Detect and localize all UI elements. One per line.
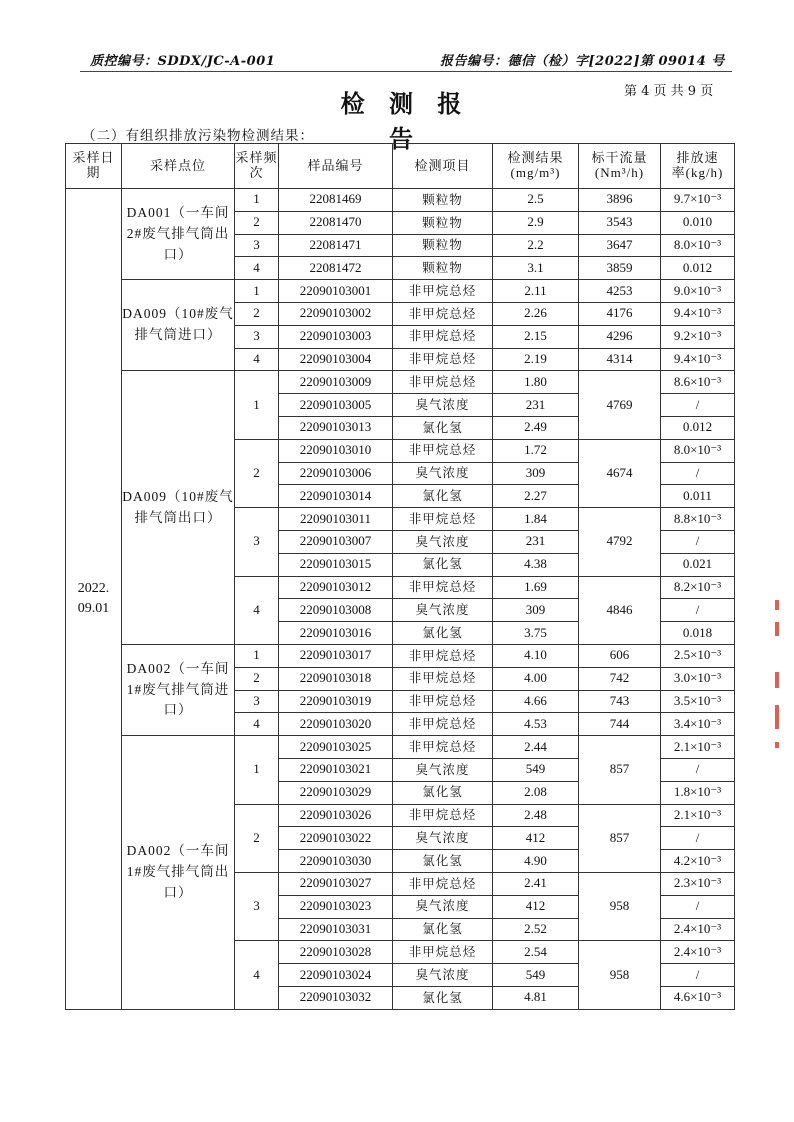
emission-rate: /: [661, 964, 735, 987]
result-value: 4.38: [493, 553, 579, 576]
table-header-row: [66, 144, 735, 189]
header-flow: [579, 144, 661, 189]
emission-rate: 9.4×10⁻³: [661, 302, 735, 325]
sample-id: 22090103019: [279, 690, 393, 713]
sample-id: 22081470: [279, 211, 393, 234]
sampling-frequency: 1: [235, 371, 279, 439]
sample-id: 22090103031: [279, 918, 393, 941]
test-item: 非甲烷总烃: [393, 872, 493, 895]
flow-value: 743: [579, 690, 661, 713]
emission-rate: 2.4×10⁻³: [661, 918, 735, 941]
emission-rate: 8.8×10⁻³: [661, 508, 735, 531]
sample-id: 22090103009: [279, 371, 393, 394]
sample-id: 22090103007: [279, 530, 393, 553]
sampling-location: DA001（一车间 2#废气排气筒出口）: [122, 189, 235, 280]
flow-value: 742: [579, 667, 661, 690]
sampling-frequency: 4: [235, 941, 279, 1009]
test-item: 氯化氢: [393, 986, 493, 1009]
emission-rate: 3.0×10⁻³: [661, 667, 735, 690]
table-row: [66, 644, 735, 667]
test-item: 非甲烷总烃: [393, 644, 493, 667]
test-item: 非甲烷总烃: [393, 713, 493, 736]
sample-id: 22090103026: [279, 804, 393, 827]
result-value: 2.52: [493, 918, 579, 941]
emission-rate: 2.3×10⁻³: [661, 872, 735, 895]
sampling-frequency: 4: [235, 257, 279, 280]
flow-value: 857: [579, 804, 661, 872]
test-item: 氯化氢: [393, 781, 493, 804]
sample-id: 22090103024: [279, 964, 393, 987]
table-row: [66, 371, 735, 394]
test-item: 非甲烷总烃: [393, 667, 493, 690]
emission-rate: 8.2×10⁻³: [661, 576, 735, 599]
result-value: 309: [493, 462, 579, 485]
test-item: 颗粒物: [393, 257, 493, 280]
result-value: 2.08: [493, 781, 579, 804]
result-value: 2.26: [493, 302, 579, 325]
header-flow-label: 标干流量: [591, 150, 648, 166]
sampling-frequency: 1: [235, 189, 279, 212]
emission-rate: 3.4×10⁻³: [661, 713, 735, 736]
flow-value: 4846: [579, 576, 661, 644]
flow-value: 958: [579, 941, 661, 1009]
flow-value: 4769: [579, 371, 661, 439]
emission-rate: 9.7×10⁻³: [661, 189, 735, 212]
sample-id: 22090103005: [279, 394, 393, 417]
test-item: 臭气浓度: [393, 758, 493, 781]
result-value: 4.53: [493, 713, 579, 736]
flow-value: 4296: [579, 325, 661, 348]
flow-value: 3859: [579, 257, 661, 280]
emission-rate: 3.5×10⁻³: [661, 690, 735, 713]
header-test-item: 检测项目: [393, 144, 493, 189]
emission-rate: 2.4×10⁻³: [661, 941, 735, 964]
result-value: 4.00: [493, 667, 579, 690]
sample-id: 22090103027: [279, 872, 393, 895]
sample-id: 22090103030: [279, 850, 393, 873]
flow-value: 3647: [579, 234, 661, 257]
header-divider: [80, 71, 732, 72]
sample-id: 22090103012: [279, 576, 393, 599]
header-frequency: 采样频次: [235, 144, 279, 189]
result-value: 231: [493, 394, 579, 417]
result-value: 2.11: [493, 280, 579, 303]
test-item: 氯化氢: [393, 485, 493, 508]
result-value: 2.27: [493, 485, 579, 508]
emission-rate: 0.010: [661, 211, 735, 234]
section-title: （二）有组织排放污染物检测结果：: [82, 128, 314, 144]
test-item: 颗粒物: [393, 234, 493, 257]
sample-id: 22090103015: [279, 553, 393, 576]
sample-id: 22090103029: [279, 781, 393, 804]
sample-id: 22090103014: [279, 485, 393, 508]
margin-seal-mark: [775, 600, 779, 610]
result-value: 4.81: [493, 986, 579, 1009]
header-flow-unit: (Nm³/h): [594, 165, 645, 180]
flow-value: 4314: [579, 348, 661, 371]
test-item: 氯化氢: [393, 416, 493, 439]
flow-value: 3543: [579, 211, 661, 234]
sample-id: 22090103013: [279, 416, 393, 439]
results-table: [65, 143, 735, 1010]
page-title: 检 测 报 告: [340, 90, 470, 153]
emission-rate: 4.2×10⁻³: [661, 850, 735, 873]
header-result-label: 检测结果: [507, 150, 564, 166]
test-item: 非甲烷总烃: [393, 804, 493, 827]
test-item: 非甲烷总烃: [393, 325, 493, 348]
sample-id: 22081472: [279, 257, 393, 280]
result-value: 1.72: [493, 439, 579, 462]
result-value: 2.19: [493, 348, 579, 371]
flow-value: 4176: [579, 302, 661, 325]
margin-seal-mark: [775, 705, 779, 729]
qc-number: 质控编号：SDDX/JC-A-001: [90, 54, 276, 69]
result-value: 1.80: [493, 371, 579, 394]
flow-value: 958: [579, 872, 661, 940]
table-row: [66, 189, 735, 212]
margin-seal-mark: [775, 672, 779, 688]
sample-id: 22090103016: [279, 622, 393, 645]
sampling-frequency: 1: [235, 736, 279, 804]
test-item: 臭气浓度: [393, 895, 493, 918]
sample-id: 22090103004: [279, 348, 393, 371]
test-item: 非甲烷总烃: [393, 576, 493, 599]
result-value: 4.66: [493, 690, 579, 713]
sample-id: 22081469: [279, 189, 393, 212]
sampling-frequency: 4: [235, 348, 279, 371]
sampling-frequency: 4: [235, 576, 279, 644]
test-item: 非甲烷总烃: [393, 280, 493, 303]
result-value: 309: [493, 599, 579, 622]
sampling-location: DA009（10#废气排气筒出口）: [122, 371, 235, 645]
result-value: 3.1: [493, 257, 579, 280]
report-number: 报告编号：德信（检）字[2022]第 09014 号: [440, 54, 725, 69]
result-value: 2.49: [493, 416, 579, 439]
test-item: 氯化氢: [393, 553, 493, 576]
sampling-date-cell: [66, 189, 122, 1010]
result-value: 231: [493, 530, 579, 553]
emission-rate: 0.018: [661, 622, 735, 645]
result-value: 549: [493, 758, 579, 781]
test-item: 非甲烷总烃: [393, 348, 493, 371]
emission-rate: /: [661, 530, 735, 553]
sample-id: 22090103018: [279, 667, 393, 690]
flow-value: 4253: [579, 280, 661, 303]
result-value: 4.10: [493, 644, 579, 667]
sampling-frequency: 1: [235, 644, 279, 667]
emission-rate: 2.1×10⁻³: [661, 736, 735, 759]
flow-value: 4674: [579, 439, 661, 507]
test-item: 氯化氢: [393, 850, 493, 873]
test-item: 非甲烷总烃: [393, 736, 493, 759]
test-item: 非甲烷总烃: [393, 941, 493, 964]
margin-seal-mark: [775, 742, 779, 748]
sample-id: 22090103025: [279, 736, 393, 759]
emission-rate: 2.5×10⁻³: [661, 644, 735, 667]
sampling-frequency: 2: [235, 439, 279, 507]
sampling-frequency: 2: [235, 302, 279, 325]
sampling-location: DA002（一车间 1#废气排气筒进口）: [122, 644, 235, 735]
emission-rate: 9.0×10⁻³: [661, 280, 735, 303]
flow-value: 606: [579, 644, 661, 667]
sample-id: 22090103011: [279, 508, 393, 531]
emission-rate: 2.1×10⁻³: [661, 804, 735, 827]
sample-id: 22090103001: [279, 280, 393, 303]
sample-id: 22090103023: [279, 895, 393, 918]
sample-id: 22090103022: [279, 827, 393, 850]
result-value: 412: [493, 827, 579, 850]
header-date: 采样日期: [66, 144, 122, 189]
emission-rate: 0.021: [661, 553, 735, 576]
result-value: 549: [493, 964, 579, 987]
header-result-unit: (mg/m³): [510, 165, 561, 180]
header-rate-label: 排放速: [676, 150, 719, 166]
result-value: 2.41: [493, 872, 579, 895]
test-item: 臭气浓度: [393, 530, 493, 553]
emission-rate: 9.4×10⁻³: [661, 348, 735, 371]
result-value: 2.2: [493, 234, 579, 257]
test-item: 非甲烷总烃: [393, 439, 493, 462]
test-item: 臭气浓度: [393, 599, 493, 622]
flow-value: 857: [579, 736, 661, 804]
sampling-frequency: 3: [235, 508, 279, 576]
emission-rate: 8.0×10⁻³: [661, 439, 735, 462]
header-sample-id: 样品编号: [279, 144, 393, 189]
sampling-location: DA002（一车间 1#废气排气筒出口）: [122, 736, 235, 1010]
sampling-frequency: 3: [235, 690, 279, 713]
test-item: 臭气浓度: [393, 964, 493, 987]
sampling-frequency: 3: [235, 234, 279, 257]
sampling-frequency: 3: [235, 325, 279, 348]
header-location: 采样点位: [122, 144, 235, 189]
flow-value: 3896: [579, 189, 661, 212]
test-item: 氯化氢: [393, 918, 493, 941]
sample-id: 22090103002: [279, 302, 393, 325]
test-item: 颗粒物: [393, 189, 493, 212]
emission-rate: 0.012: [661, 416, 735, 439]
sample-id: 22090103017: [279, 644, 393, 667]
emission-rate: /: [661, 758, 735, 781]
result-value: 412: [493, 895, 579, 918]
margin-seal-mark: [775, 622, 779, 636]
test-item: 颗粒物: [393, 211, 493, 234]
emission-rate: /: [661, 827, 735, 850]
sampling-location: DA009（10#废气排气筒进口）: [122, 280, 235, 371]
test-item: 非甲烷总烃: [393, 302, 493, 325]
header-rate: [661, 144, 735, 189]
sample-id: 22090103008: [279, 599, 393, 622]
sampling-frequency: 4: [235, 713, 279, 736]
emission-rate: 4.6×10⁻³: [661, 986, 735, 1009]
sample-id: 22090103020: [279, 713, 393, 736]
sample-id: 22090103028: [279, 941, 393, 964]
table-row: [66, 280, 735, 303]
header-rate-unit: 率(kg/h): [671, 165, 724, 180]
emission-rate: /: [661, 462, 735, 485]
results-table-body: [66, 189, 735, 1010]
table-row: [66, 736, 735, 759]
sampling-frequency: 2: [235, 211, 279, 234]
result-value: 2.9: [493, 211, 579, 234]
flow-value: 744: [579, 713, 661, 736]
flow-value: 4792: [579, 508, 661, 576]
emission-rate: /: [661, 394, 735, 417]
page-indicator: 第 4 页 共 9 页: [624, 84, 714, 99]
test-item: 臭气浓度: [393, 462, 493, 485]
sample-id: 22090103032: [279, 986, 393, 1009]
result-value: 1.69: [493, 576, 579, 599]
emission-rate: 9.2×10⁻³: [661, 325, 735, 348]
emission-rate: 1.8×10⁻³: [661, 781, 735, 804]
test-item: 非甲烷总烃: [393, 508, 493, 531]
emission-rate: /: [661, 599, 735, 622]
result-value: 2.54: [493, 941, 579, 964]
result-value: 3.75: [493, 622, 579, 645]
test-item: 非甲烷总烃: [393, 371, 493, 394]
emission-rate: 0.012: [661, 257, 735, 280]
result-value: 2.44: [493, 736, 579, 759]
test-item: 臭气浓度: [393, 394, 493, 417]
emission-rate: 0.011: [661, 485, 735, 508]
test-item: 非甲烷总烃: [393, 690, 493, 713]
sampling-frequency: 1: [235, 280, 279, 303]
result-value: 2.48: [493, 804, 579, 827]
sample-id: 22090103006: [279, 462, 393, 485]
emission-rate: 8.0×10⁻³: [661, 234, 735, 257]
emission-rate: 8.6×10⁻³: [661, 371, 735, 394]
result-value: 4.90: [493, 850, 579, 873]
test-item: 臭气浓度: [393, 827, 493, 850]
result-value: 2.15: [493, 325, 579, 348]
result-value: 1.84: [493, 508, 579, 531]
emission-rate: /: [661, 895, 735, 918]
result-value: 2.5: [493, 189, 579, 212]
sample-id: 22081471: [279, 234, 393, 257]
sampling-date: 2022. 09.01: [77, 581, 110, 616]
sample-id: 22090103010: [279, 439, 393, 462]
sampling-frequency: 2: [235, 667, 279, 690]
sampling-frequency: 3: [235, 872, 279, 940]
sample-id: 22090103021: [279, 758, 393, 781]
sampling-frequency: 2: [235, 804, 279, 872]
header-result: [493, 144, 579, 189]
test-item: 氯化氢: [393, 622, 493, 645]
sample-id: 22090103003: [279, 325, 393, 348]
